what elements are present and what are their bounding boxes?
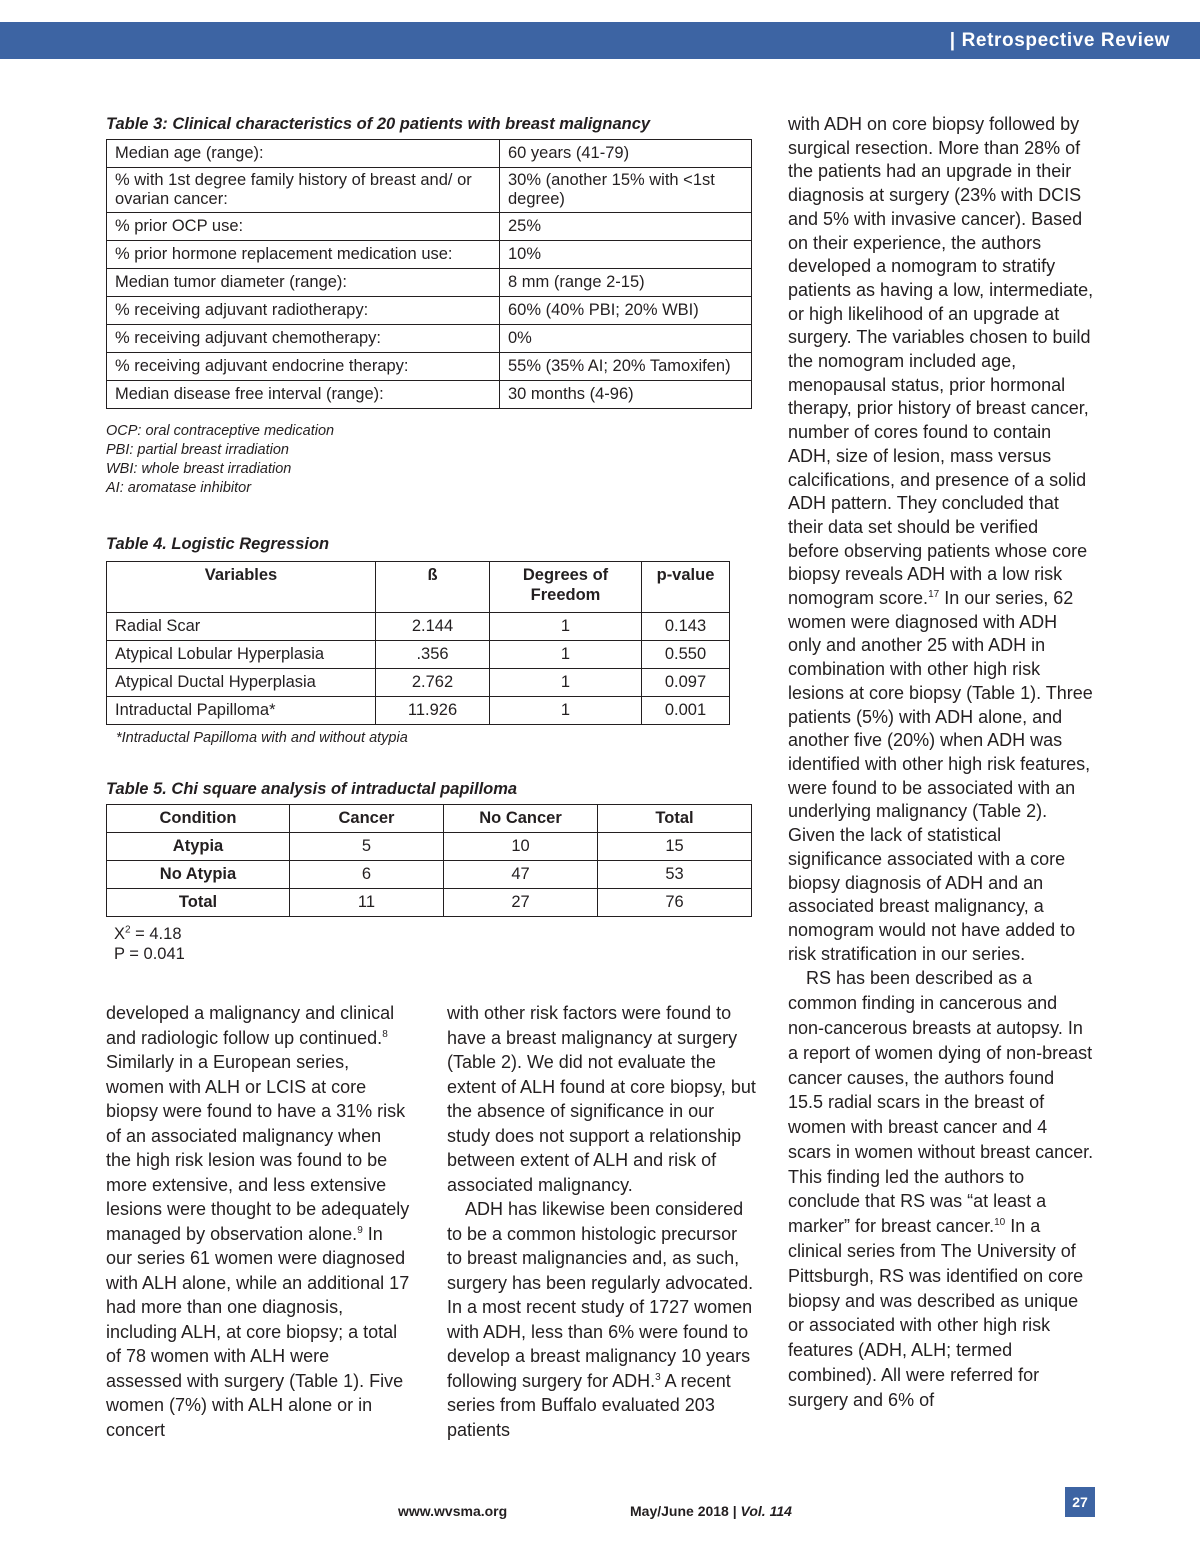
table-cell: 15 — [598, 833, 752, 861]
table-cell: 2.144 — [376, 613, 490, 641]
paragraph — [447, 1197, 756, 1442]
table-row — [107, 861, 752, 889]
chi-superscript: 2 — [125, 924, 131, 936]
p-value-stat: P = 0.041 — [114, 945, 185, 963]
table-cell: Intraductal Papilloma* — [107, 697, 376, 725]
table-row — [107, 213, 752, 241]
paragraph — [788, 966, 1094, 1412]
table-cell: 27 — [444, 889, 598, 917]
table-cell: 76 — [598, 889, 752, 917]
text-run: ADH has likewise been considered to be a common histologic precursor to breast malignancies and, as such, surgery has been regularly advocated. In a most recent study of 1727 women with ADH, less than 6% were found to develop a breast malignancy 10 years following surgery for ADH. — [447, 1199, 754, 1391]
table-row — [107, 353, 752, 381]
table-row — [107, 381, 752, 409]
table-cell: 55% (35% AI; 20% Tamoxifen) — [500, 353, 752, 381]
column-header: Variables — [107, 562, 376, 613]
table-cell: 8 mm (range 2-15) — [500, 269, 752, 297]
table-cell: Atypia — [107, 833, 290, 861]
note-pbi: PBI: partial breast irradiation — [106, 442, 289, 458]
table-cell: Atypical Lobular Hyperplasia — [107, 641, 376, 669]
table-cell: 1 — [490, 669, 642, 697]
table4-note: *Intraductal Papilloma with and without atypia — [116, 730, 408, 746]
column-header: ß — [376, 562, 490, 613]
table-row — [107, 168, 752, 213]
text-run: developed a malignancy and clinical and radiologic follow up continued. — [106, 1003, 395, 1048]
column-header: Degrees of Freedom — [490, 562, 642, 613]
table-cell: 11.926 — [376, 697, 490, 725]
table-cell: 0.097 — [642, 669, 730, 697]
text-run: Similarly in a European series, women with ALH or LCIS at core biopsy were found to have a 31% risk of an associated malignancy when the high risk lesion was found to be more extensive, and less extensive lesions were thought to be adequately managed by observation alone. — [106, 1052, 410, 1244]
table-cell: 60% (40% PBI; 20% WBI) — [500, 297, 752, 325]
table-row — [107, 325, 752, 353]
text-run: A recent series from Buffalo evaluated 203 patients — [447, 1370, 731, 1440]
body-column-2 — [447, 1001, 756, 1442]
table-cell: 47 — [444, 861, 598, 889]
body-column-3 — [788, 113, 1094, 1413]
table-cell: 6 — [290, 861, 444, 889]
table-header-row — [107, 562, 730, 613]
text-run: RS has been described as a common finding in cancerous and non-cancerous breasts at autopsy. In a report of women dying of non-breast cancer causes, the authors found 15.5 radial scars in the breast of women with breast cancer and 4 scars in women without breast cancer. This finding led the authors to conclude that RS was “at least a marker” for breast cancer. — [788, 968, 1094, 1237]
issue-date: May/June 2018 | — [630, 1503, 741, 1519]
table5-caption: Table 5. Chi square analysis of intraductal papilloma — [106, 780, 518, 798]
table-row — [107, 889, 752, 917]
table-cell: 0% — [500, 325, 752, 353]
table-cell: 60 years (41-79) — [500, 140, 752, 168]
table-cell: 30% (another 15% with <1st degree) — [500, 168, 752, 213]
column-header: p-value — [642, 562, 730, 613]
table-cell: Median age (range): — [107, 140, 500, 168]
table-cell: 10 — [444, 833, 598, 861]
header-band — [0, 22, 1200, 59]
table-cell: 5 — [290, 833, 444, 861]
table-cell: 1 — [490, 697, 642, 725]
table-cell: No Atypia — [107, 861, 290, 889]
table-cell: 0.001 — [642, 697, 730, 725]
table-cell: 2.762 — [376, 669, 490, 697]
table-cell: 25% — [500, 213, 752, 241]
text-run: with ADH on core biopsy followed by surgical resection. More than 28% of the patients had an upgrade in their diagnosis at surgery (23% with DCIS and 5% with invasive cancer). Based on their experience, the authors developed a nomogram to stratify patients as having a low, intermediate, or high likelihood of an upgrade at surgery. The variables chosen to build the nomogram included age, menopausal status, prior hormonal therapy, prior history of breast cancer, number of cores found to contain ADH, size of lesion, mass versus calcifications, and presence of a solid ADH pattern. They concluded that their data set should be verified before observing patients whose core biopsy reveals ADH with a low risk nomogram score. — [788, 114, 1094, 609]
table3 — [106, 139, 752, 409]
table4 — [106, 561, 730, 725]
table-cell: 0.550 — [642, 641, 730, 669]
table-row — [107, 697, 730, 725]
table-row — [107, 641, 730, 669]
paragraph — [106, 1001, 410, 1442]
table3-caption: Table 3: Clinical characteristics of 20 patients with breast malignancy — [106, 115, 651, 133]
footer-issue — [630, 1503, 792, 1519]
table-cell: Total — [107, 889, 290, 917]
page-number: 27 — [1065, 1487, 1095, 1517]
reference-3: 3 — [655, 1371, 661, 1383]
table-cell: 1 — [490, 613, 642, 641]
reference-8: 8 — [382, 1028, 388, 1040]
table3-notes — [106, 422, 334, 498]
body-column-1 — [106, 1001, 410, 1442]
table-cell: Radial Scar — [107, 613, 376, 641]
table-row — [107, 269, 752, 297]
text-run: In a clinical series from The University of Pittsburgh, RS was identified on core biopsy and was described as unique or associated with other high risk features (ADH, ALH; termed combined). All were referred for surgery and 6% of — [788, 1216, 1084, 1410]
table-cell: % receiving adjuvant chemotherapy: — [107, 325, 500, 353]
text-run: In our series, 62 women were diagnosed with ADH only and another 25 with ADH in combination with other high risk lesions at core biopsy (Table 1). Three patients (5%) with ADH alone, and another five (20%) when ADH was identified with other high risk features, were found to be associated with an underlying malignancy (Table 2). Given the lack of statistical significance associated with a core biopsy diagnosis of ADH and an associated breast malignancy, a nomogram would not have added to risk stratification in our series. — [788, 588, 1093, 964]
table5 — [106, 804, 752, 917]
chi-square-stat — [114, 924, 182, 944]
note-ocp: OCP: oral contraceptive medication — [106, 423, 335, 439]
table4-caption: Table 4. Logistic Regression — [106, 535, 330, 553]
paragraph — [788, 113, 1094, 966]
section-title: | Retrospective Review — [949, 30, 1170, 51]
table-row — [107, 669, 730, 697]
table-cell: % prior OCP use: — [107, 213, 500, 241]
table-cell: 11 — [290, 889, 444, 917]
table-header-row — [107, 805, 752, 833]
table-cell: % prior hormone replacement medication use: — [107, 241, 500, 269]
table-row — [107, 833, 752, 861]
table-cell: 10% — [500, 241, 752, 269]
reference-10: 10 — [994, 1217, 1006, 1229]
reference-9: 9 — [357, 1224, 363, 1236]
volume-number: Vol. 114 — [740, 1503, 792, 1519]
table-cell: 53 — [598, 861, 752, 889]
table-row — [107, 297, 752, 325]
table-cell: 30 months (4-96) — [500, 381, 752, 409]
note-wbi: WBI: whole breast irradiation — [106, 461, 292, 477]
table-cell: % receiving adjuvant radiotherapy: — [107, 297, 500, 325]
chi-symbol: X — [114, 925, 126, 943]
table-row — [107, 140, 752, 168]
footer-website: www.wvsma.org — [398, 1503, 508, 1519]
table-cell: % with 1st degree family history of breast and/ or ovarian cancer: — [107, 168, 500, 213]
note-ai: AI: aromatase inhibitor — [106, 480, 252, 496]
table-cell: Median tumor diameter (range): — [107, 269, 500, 297]
table-cell: 1 — [490, 641, 642, 669]
table-cell: % receiving adjuvant endocrine therapy: — [107, 353, 500, 381]
text-run: In our series 61 women were diagnosed with ALH alone, while an additional 17 had more than one diagnosis, including ALH, at core biopsy; a total of 78 women with ALH were assessed with surgery (Table 1). Five women (7%) with ALH alone or in concert — [106, 1223, 410, 1440]
column-header: Condition — [107, 805, 290, 833]
reference-17: 17 — [928, 589, 940, 601]
chi-value: = 4.18 — [130, 925, 182, 943]
table-row — [107, 613, 730, 641]
column-header: Total — [598, 805, 752, 833]
paragraph: with other risk factors were found to have a breast malignancy at surgery (Table 2). We did not evaluate the extent of ALH found at core biopsy, but the absence of significance in our study does not support a relationship between extent of ALH and risk of associated malignancy. — [447, 1003, 756, 1195]
table-cell: Atypical Ductal Hyperplasia — [107, 669, 376, 697]
table-row — [107, 241, 752, 269]
table-cell: .356 — [376, 641, 490, 669]
column-header: No Cancer — [444, 805, 598, 833]
table-cell: 0.143 — [642, 613, 730, 641]
table-cell: Median disease free interval (range): — [107, 381, 500, 409]
column-header: Cancer — [290, 805, 444, 833]
